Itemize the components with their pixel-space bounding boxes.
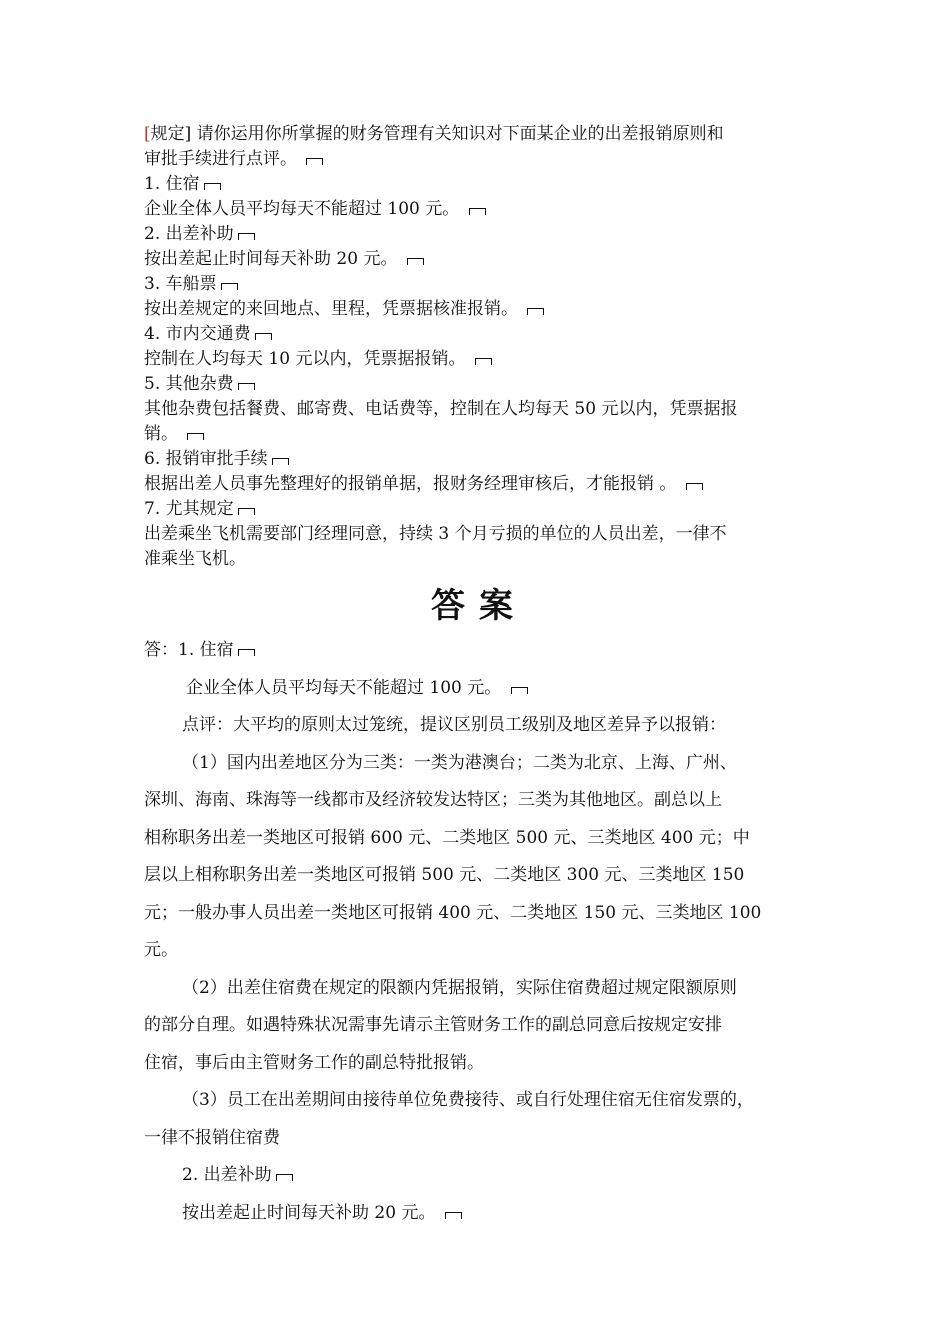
item-body-text: 按出差规定的来回地点、里程，凭票据核准报销。	[144, 299, 518, 319]
subsidy-heading-text: 2. 出差补助	[182, 1165, 272, 1185]
answer-rule-text: 企业全体人员平均每天不能超过 100 元。	[186, 677, 502, 698]
item-body-line	[144, 247, 814, 272]
answer-text-line: （2）出差住宿费在规定的限额内凭据报销，实际住宿费超过规定限额原则	[182, 977, 737, 998]
answer-paragraph-3	[144, 1082, 814, 1157]
item-heading-text: 6. 报销审批手续	[144, 449, 268, 469]
item-heading	[144, 272, 814, 297]
answer-paragraph-1	[144, 745, 814, 970]
intro-text: 请你运用你所掌握的财务管理有关知识对下面某企业的出差报销原则和	[191, 124, 724, 144]
paragraph-mark-icon	[238, 233, 255, 240]
item-body-text: 其他杂费包括餐费、邮寄费、电话费等，控制在人均每天 50 元以内，凭票据报	[144, 399, 738, 419]
item-body-line	[144, 472, 814, 497]
answer-heading-text: 答：1. 住宿	[144, 640, 234, 660]
question-items	[144, 172, 814, 572]
item-body-text: 控制在人均每天 10 元以内，凭票据报销。	[144, 349, 466, 369]
item-heading	[144, 172, 814, 197]
item-heading	[144, 447, 814, 472]
answer-comment: 点评：大平均的原则太过笼统，提议区别员工级别及地区差异予以报销：	[182, 715, 726, 735]
item-heading-text: 5. 其他杂费	[144, 374, 234, 394]
paragraph-mark-icon	[469, 208, 486, 215]
paragraph-mark-icon	[407, 258, 424, 265]
item-heading-text: 1. 住宿	[144, 174, 200, 194]
item-body-text: 企业全体人员平均每天不能超过 100 元。	[144, 199, 460, 219]
document-page	[144, 122, 814, 1232]
paragraph-mark-icon	[187, 433, 204, 440]
item-body-line	[144, 297, 814, 322]
paragraph-mark-icon	[238, 649, 255, 656]
tag-label: 规定]	[150, 124, 192, 144]
paragraph-mark-icon	[306, 158, 323, 165]
answer-section	[144, 632, 814, 1232]
answer-text-line: 元；一般办事人员出差一类地区可报销 400 元、二类地区 150 元、三类地区 100	[144, 902, 762, 923]
answer-line-subsidy-rule	[144, 1195, 814, 1233]
answer-text-line: 一律不报销住宿费	[144, 1127, 280, 1148]
item-body-line	[144, 347, 814, 372]
item-heading-text: 4. 市内交通费	[144, 324, 251, 344]
question-section	[144, 122, 814, 572]
answer-line-heading	[144, 632, 814, 670]
intro-text-2: 审批手续进行点评。	[144, 149, 297, 169]
item-heading-text: 7. 尤其规定	[144, 499, 234, 519]
answer-text-line: 的部分自理。如遇特殊状况需事先请示主管财务工作的副总同意后按规定安排	[144, 1015, 722, 1035]
answer-text-line: （3）员工在出差期间由接待单位免费接待、或自行处理住宿无住宿发票的，	[182, 1090, 754, 1110]
item-heading	[144, 322, 814, 347]
question-intro-line-2	[144, 147, 814, 172]
item-heading-text: 2. 出差补助	[144, 224, 234, 244]
answer-paragraph-2	[144, 970, 814, 1083]
paragraph-mark-icon	[255, 333, 272, 340]
item-body-line	[144, 397, 814, 422]
item-body-text: 销。	[144, 424, 178, 444]
answer-line-rule	[144, 670, 814, 708]
item-heading-text: 3. 车船票	[144, 274, 217, 294]
item-heading	[144, 222, 814, 247]
item-heading	[144, 497, 814, 522]
answer-text-line: 相称职务出差一类地区可报销 600 元、二类地区 500 元、三类地区 400 元；中	[144, 827, 750, 848]
item-body-line	[144, 197, 814, 222]
answer-text-line: 住宿，事后由主管财务工作的副总特批报销。	[144, 1052, 484, 1073]
paragraph-mark-icon	[276, 1174, 293, 1181]
item-body-text: 准乘坐飞机。	[144, 549, 246, 569]
answer-text-line: （1）国内出差地区分为三类：一类为港澳台；二类为北京、上海、广州、	[182, 752, 737, 773]
answer-text-line: 深圳、海南、珠海等一线都市及经济较发达特区；三类为其他地区。副总以上	[144, 790, 722, 810]
item-body-text: 出差乘坐飞机需要部门经理同意，持续 3 个月亏损的单位的人员出差，一律不	[144, 524, 727, 544]
paragraph-mark-icon	[527, 308, 544, 315]
paragraph-mark-icon	[204, 183, 221, 190]
open-bracket: [	[144, 124, 151, 144]
answer-text-line: 层以上相称职务出差一类地区可报销 500 元、二类地区 300 元、三类地区 150	[144, 865, 745, 885]
paragraph-mark-icon	[511, 687, 528, 694]
subsidy-rule-text: 按出差起止时间每天补助 20 元。	[182, 1202, 436, 1223]
paragraph-mark-icon	[272, 458, 289, 465]
paragraph-mark-icon	[238, 508, 255, 515]
question-intro-line-1	[144, 122, 814, 147]
answer-line-subsidy-heading	[144, 1157, 814, 1195]
paragraph-mark-icon	[238, 383, 255, 390]
item-body-line	[144, 522, 814, 547]
paragraph-mark-icon	[221, 283, 238, 290]
paragraph-mark-icon	[686, 483, 703, 490]
item-body-line	[144, 422, 814, 447]
answer-text-line: 元。	[144, 940, 178, 960]
item-body-text: 按出差起止时间每天补助 20 元。	[144, 249, 398, 269]
paragraph-mark-icon	[445, 1212, 462, 1219]
item-heading	[144, 372, 814, 397]
answer-title: 答案	[431, 586, 527, 626]
item-body-line	[144, 547, 814, 572]
paragraph-mark-icon	[475, 358, 492, 365]
item-body-text: 根据出差人员事先整理好的报销单据，报财务经理审核后，才能报销 。	[144, 474, 677, 494]
